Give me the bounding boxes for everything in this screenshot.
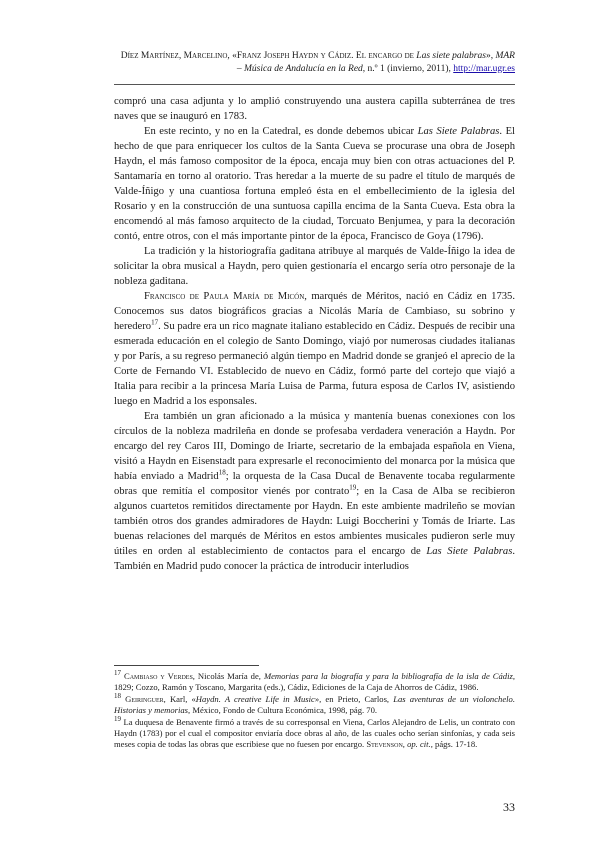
text-run: , marqués de Méritos, nació en Cádiz en 1735. Conocemos sus datos biográficos gracias a Nicolás María de Cambiaso, su sobrino y heredero bbox=[114, 291, 515, 332]
footnote-ref: 17 bbox=[114, 669, 121, 678]
header-journal: MAR bbox=[495, 51, 515, 61]
footnote-ref: 17 bbox=[151, 318, 159, 327]
text-run: La duquesa de Benavente firmó a través de su corresponsal en Viena, Carlos Alejandro de Lelis, un contrato con Haydn (1783) por el cual el compositor enviaría doce obras al año, de las cuales ocho serían sinfonías, y cada seis meses copia de todas las obras que escribiese que no fuesen por encargo. bbox=[114, 717, 515, 749]
text-run: , México, Fondo de Cultura Económica, 1998, pág. 70. bbox=[188, 705, 378, 715]
header-article-title: Las siete palabras bbox=[416, 51, 486, 61]
text-run: ; la orquesta de la Casa Ducal de Benavente tocaba regularmente obras que remitía el compositor vienés por contrato bbox=[114, 471, 515, 497]
running-header bbox=[114, 50, 515, 75]
text-run: Era también un gran aficionado a la música y mantenía buenas conexiones con los círculos de la nobleza madrileña en donde se profesaba verdadera veneración a Haydn. Por encargo del rey Caros III, Domingo de Iriarte, secretario de la embajada española en Viena, visitó a Haydn en Eisenstadt para expresarle el reconocimiento del monarca por la música que había enviado a Madrid bbox=[114, 411, 515, 482]
text-run: En este recinto, y no en la Catedral, es donde debemos ubicar bbox=[144, 126, 418, 137]
paragraph-p2 bbox=[114, 124, 515, 244]
footnote-ref: 19 bbox=[349, 483, 357, 492]
paragraph-p4 bbox=[114, 289, 515, 409]
header-journal-subtitle: – Música de Andalucía en la Red bbox=[236, 63, 363, 74]
text-run: , págs. 17-18. bbox=[430, 739, 478, 749]
text-run: , 1829; Cozzo, Ramón y Toscano, Margarita (eds.), Cádiz, Ediciones de la Caja de Ahorros de Cádiz, 1986. bbox=[114, 671, 515, 692]
footnote-ref: 19 bbox=[114, 715, 121, 724]
paragraph-p1 bbox=[114, 94, 515, 124]
text-run: », en Prieto, Carlos, bbox=[314, 694, 394, 704]
footnote-ref: 18 bbox=[114, 692, 121, 701]
paragraph-p3 bbox=[114, 244, 515, 289]
footnote-fn19 bbox=[114, 717, 515, 750]
page-number: 33 bbox=[503, 800, 515, 814]
footnote-fn18 bbox=[114, 694, 515, 716]
small-caps-text: Francisco de Paula María de Micón bbox=[144, 291, 305, 302]
text-run: . También en Madrid pudo conocer la práctica de introducir interludios bbox=[114, 546, 515, 572]
footnotes bbox=[114, 671, 515, 751]
paragraph-p5 bbox=[114, 409, 515, 574]
italic-text: Las aventuras de un violonchelo. Historias y memorias bbox=[114, 694, 515, 715]
small-caps-text: Stevenson bbox=[366, 739, 403, 749]
italic-text: Las Siete Palabras bbox=[417, 126, 500, 137]
header-punct: », bbox=[485, 51, 496, 61]
text-run: . El hecho de que para enriquecer los cultos de la Santa Cueva se procurase una obra de Joseph Haydn, el más famoso compositor de la época, encaja muy bien con otras actuaciones del P. Santamaría en torno al oratorio. Tras heredar a la muerte de su padre el título de marqués de Valde-Íñigo y una cuantiosa fortuna empleó ésta en el embellecimiento de la iglesia del Rosario y en la construcción de una suntuosa capilla encima de la Santa Cueva. Esta obra la encomendó al más famoso arquitecto de la ciudad, Torcuato Benjumea, y para la decoración contó, entre otros, con el más importante pintor de la época, Francisco de Goya (1796). bbox=[114, 126, 515, 242]
header-url-link[interactable]: http://mar.ugr.es bbox=[453, 63, 515, 74]
italic-text: Haydn. A creative Life in Music bbox=[195, 694, 315, 704]
header-author: Díez Martínez, Marcelino, «Franz Joseph Haydn y Cádiz. El encargo de bbox=[120, 51, 417, 61]
header-line-2 bbox=[114, 63, 515, 76]
text-run: , Karl, « bbox=[163, 694, 196, 704]
text-run: compró una casa adjunta y lo amplió construyendo una austera capilla subterránea de tres naves que se inauguró en 1783. bbox=[114, 96, 515, 122]
footnote-rule bbox=[114, 665, 259, 666]
small-caps-text: Geiringuer bbox=[121, 694, 164, 704]
text-run: . Su padre era un rico magnate italiano establecido en Cádiz. Después de recibir una esmerada educación en el colegio de Santo Domingo, viajó por numerosas ciudades italianas y por París, a su regreso permaneció algún tiempo en Madrid donde se granjeó el aprecio de la Corte de Fernando VI. Establecido de nuevo en Cádiz, formó parte del cortejo que viajó a Italia para recibir a la princesa María Luisa de Parma, futura esposa de Carlos IV, asistiendo luego en Madrid a los esponsales. bbox=[114, 321, 515, 407]
text-run: , Nicolás María de, bbox=[192, 671, 264, 681]
text-run: La tradición y la historiografía gaditana atribuye al marqués de Valde-Íñigo la idea de solicitar la obra musical a Haydn, pero quien gestionaría el encargo sería otro personaje de la nobleza gaditana. bbox=[114, 246, 515, 287]
body-text bbox=[114, 94, 515, 574]
text-run: , bbox=[402, 739, 408, 749]
small-caps-text: Cambiaso y Verdes bbox=[121, 671, 193, 681]
footnote-ref: 18 bbox=[218, 468, 226, 477]
italic-text: op. cit. bbox=[407, 739, 431, 749]
header-rule bbox=[114, 84, 515, 85]
header-line-1 bbox=[114, 50, 515, 63]
text-run: ; en la Casa de Alba se recibieron algunos cuartetos remitidos directamente por Haydn. En este ambiente madrileño se movían también otros dos grandes admiradores de Haydn: Luigi Boccherini y Tomás de Iriarte. Las buenas relaciones del marqués de Méritos en estos ambientes musicales pudieron serle muy útiles en orden al establecimiento de contactos para el encargo de bbox=[114, 486, 515, 557]
header-issue: , n.º 1 (invierno, 2011), bbox=[362, 63, 454, 74]
italic-text: Memorias para la biografía y para la bibliografía de la isla de Cádiz bbox=[263, 671, 513, 681]
italic-text: Las Siete Palabras bbox=[426, 546, 513, 557]
footnote-fn17 bbox=[114, 671, 515, 693]
